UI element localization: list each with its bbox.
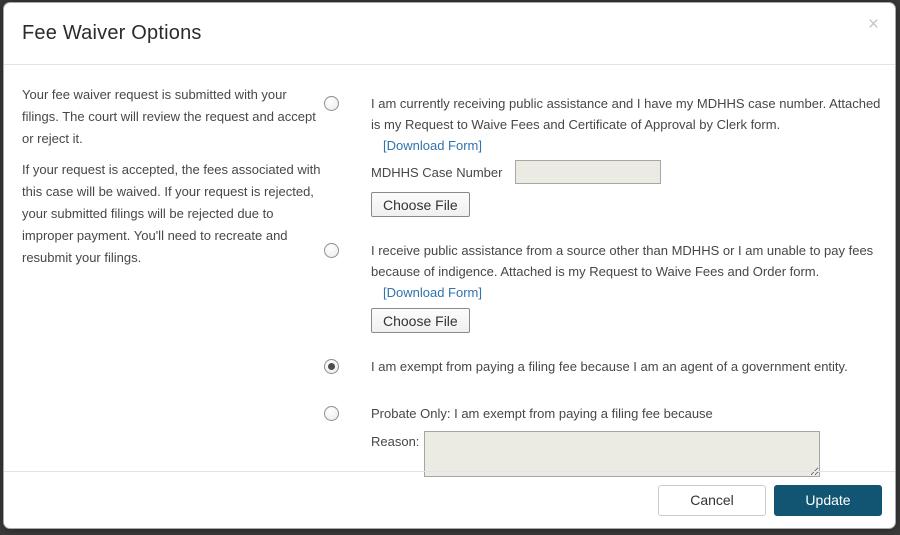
fee-waiver-options-list <box>324 93 884 477</box>
option-text: I am currently receiving public assistance and I have my MDHHS case number. Attached is my Request to Waive Fees and Certificate of Approval by Clerk form. <box>371 96 881 132</box>
option-text: Probate Only: I am exempt from paying a filing fee because <box>371 406 713 421</box>
choose-file-button-other[interactable]: Choose File <box>371 308 470 333</box>
radio-government-agent[interactable] <box>324 359 339 374</box>
fee-waiver-dialog <box>3 2 896 529</box>
dialog-footer <box>4 471 895 528</box>
option-text: I am exempt from paying a filing fee because I am an agent of a government entity. <box>371 359 848 374</box>
radio-probate-only[interactable] <box>324 406 339 421</box>
description <box>22 84 325 278</box>
update-button[interactable]: Update <box>774 485 882 516</box>
choose-file-button-mdhhs[interactable]: Choose File <box>371 192 470 217</box>
description-paragraph-1: Your fee waiver request is submitted with your filings. The court will review the request and accept or reject it. <box>22 87 320 146</box>
cancel-button[interactable]: Cancel <box>658 485 766 516</box>
dialog-header <box>4 3 895 65</box>
reason-label: Reason: <box>371 434 420 449</box>
option-probate-only <box>324 403 884 477</box>
page-title: Fee Waiver Options <box>22 22 202 44</box>
download-form-link-other[interactable]: [Download Form] <box>383 285 482 300</box>
dialog-body <box>4 65 895 471</box>
option-mdhhs-assistance <box>324 93 884 217</box>
download-form-link-mdhhs[interactable]: [Download Form] <box>383 138 482 153</box>
mdhhs-case-number-label: MDHHS Case Number <box>371 164 503 180</box>
option-government-agent <box>324 356 884 377</box>
mdhhs-case-number-input[interactable] <box>515 160 661 184</box>
option-other-assistance <box>324 240 884 333</box>
option-text: I receive public assistance from a source other than MDHHS or I am unable to pay fees because of indigence. Attached is my Request to Waive Fees and Order form. <box>371 243 874 279</box>
close-icon[interactable]: × <box>867 14 879 35</box>
radio-mdhhs-assistance[interactable] <box>324 96 339 111</box>
description-paragraph-2: If your request is accepted, the fees associated with this case will be waived. If your request is rejected, your submitted filings will be rejected due to improper payment. You'll need to recreate and resubmit your filings. <box>22 162 325 265</box>
radio-other-assistance[interactable] <box>324 243 339 258</box>
